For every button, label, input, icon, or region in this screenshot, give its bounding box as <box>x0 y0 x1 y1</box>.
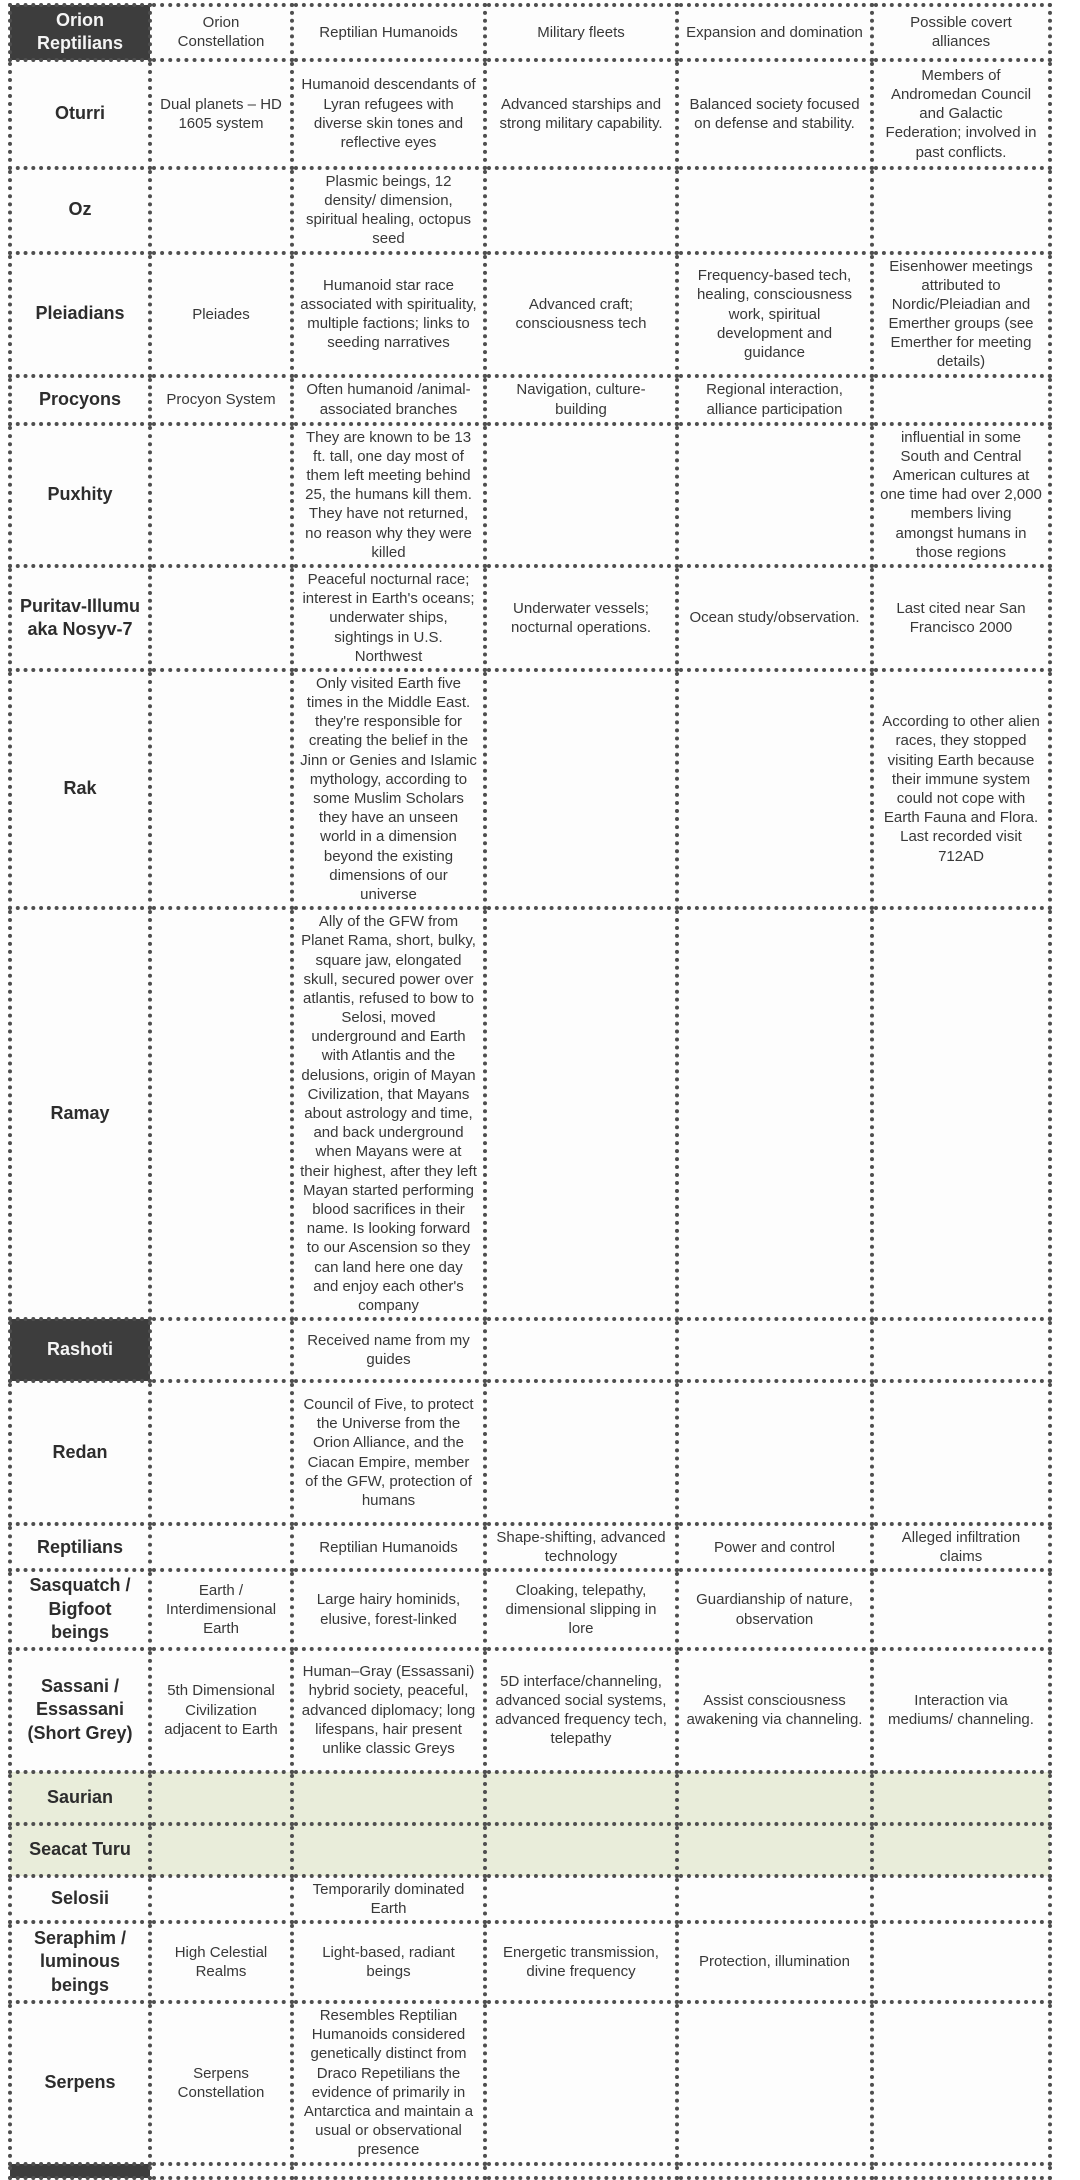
table-row <box>10 1922 1050 2002</box>
cell-description: Temporarily dominated Earth <box>292 1876 485 1922</box>
table-row <box>10 1649 1050 1772</box>
race-name-cell: Oz <box>10 168 150 253</box>
cell-description: Resembles Reptilian Humanoids considered genetically distinct from Draco Repetilians the evidence of primarily in Antarctica and maintain a usual or observational presence <box>292 2002 485 2164</box>
race-name-cell: Sassani / Essassani (Short Grey) <box>10 1649 150 1772</box>
cell-capabilities: Advanced craft; consciousness tech <box>485 253 677 376</box>
cell-alliances <box>872 1570 1050 1648</box>
table-row <box>10 1824 1050 1876</box>
race-name-cell: Puritav-Illumu aka Nosyv-7 <box>10 566 150 670</box>
cell-agenda: Regional interaction, alliance participation <box>677 376 872 424</box>
cell-origin <box>150 908 292 1319</box>
cell-description: Reptilian Humanoids <box>292 5 485 60</box>
cell-capabilities: 5D interface/channeling, advanced social systems, advanced frequency tech, telepathy <box>485 1649 677 1772</box>
cell-agenda: Guardianship of nature, observation <box>677 1570 872 1648</box>
alien-races-table <box>8 3 1052 2180</box>
cell-agenda: Assist consciousness awakening via channeling. <box>677 1649 872 1772</box>
cell-alliances <box>872 1319 1050 1381</box>
cell-origin: Pleiades <box>150 253 292 376</box>
cell-description: Often humanoid /animal-associated branches <box>292 376 485 424</box>
cell-agenda <box>677 1876 872 1922</box>
cell-description: Plasmic beings, 12 density/ dimension, spiritual healing, octopus seed <box>292 168 485 253</box>
cell-agenda <box>677 670 872 908</box>
cell-alliances <box>872 1922 1050 2002</box>
cell-capabilities: Shape-shifting, advanced technology <box>485 1524 677 1570</box>
cell-description: Humanoid descendants of Lyran refugees with diverse skin tones and reflective eyes <box>292 60 485 168</box>
cell-agenda: Ocean study/observation. <box>677 566 872 670</box>
cell-alliances: Possible covert alliances <box>872 5 1050 60</box>
cell-description: Humanoid star race associated with spirituality, multiple factions; links to seeding narratives <box>292 253 485 376</box>
cell-agenda <box>677 908 872 1319</box>
table-row <box>10 2164 1050 2178</box>
cell-agenda: Expansion and domination <box>677 5 872 60</box>
cell-agenda: Frequency-based tech, healing, consciousness work, spiritual development and guidance <box>677 253 872 376</box>
race-name-cell: Orion Reptilians <box>10 5 150 60</box>
cell-origin <box>150 670 292 908</box>
cell-capabilities <box>485 908 677 1319</box>
race-name-cell: Rashoti <box>10 1319 150 1381</box>
cell-capabilities: Energetic transmission, divine frequency <box>485 1922 677 2002</box>
cell-alliances: Alleged infiltration claims <box>872 1524 1050 1570</box>
cell-alliances: influential in some South and Central American cultures at one time had over 2,000 members living amongst humans in those regions <box>872 424 1050 566</box>
race-name-cell: Ramay <box>10 908 150 1319</box>
cell-alliances <box>872 908 1050 1319</box>
cell-capabilities <box>485 1876 677 1922</box>
cell-capabilities <box>485 670 677 908</box>
table-row <box>10 376 1050 424</box>
table-row <box>10 1570 1050 1648</box>
cell-alliances: Last cited near San Francisco 2000 <box>872 566 1050 670</box>
cell-origin: Dual planets – HD 1605 system <box>150 60 292 168</box>
cell-agenda <box>677 1381 872 1524</box>
table-row <box>10 908 1050 1319</box>
cell-agenda: Protection, illumination <box>677 1922 872 2002</box>
cell-capabilities <box>485 1824 677 1876</box>
race-name-cell: Seraphim / luminous beings <box>10 1922 150 2002</box>
cell-origin <box>150 1876 292 1922</box>
cell-alliances <box>872 1824 1050 1876</box>
cell-description: Received name from my guides <box>292 1319 485 1381</box>
race-name-cell: Oturri <box>10 60 150 168</box>
race-name-cell: Redan <box>10 1381 150 1524</box>
cell-capabilities <box>485 424 677 566</box>
cell-alliances: According to other alien races, they stopped visiting Earth because their immune system could not cope with Earth Fauna and Flora. Last recorded visit 712AD <box>872 670 1050 908</box>
cell-agenda <box>677 1824 872 1876</box>
cell-capabilities: Underwater vessels; nocturnal operations. <box>485 566 677 670</box>
cell-description: Only visited Earth five times in the Middle East. they're responsible for creating the belief in the Jinn or Genies and Islamic mythology, according to some Muslim Scholars they have an unseen world in a dimension beyond the existing dimensions of our universe <box>292 670 485 908</box>
cell-origin <box>150 1524 292 1570</box>
race-name-cell: Sasquatch / Bigfoot beings <box>10 1570 150 1648</box>
alien-races-table-wrap <box>8 3 1052 2180</box>
cell-capabilities <box>485 168 677 253</box>
cell-description <box>292 1772 485 1824</box>
cell-origin: Serpens Constellation <box>150 2002 292 2164</box>
race-name-cell: Procyons <box>10 376 150 424</box>
cell-origin <box>150 2164 292 2178</box>
cell-alliances <box>872 1876 1050 1922</box>
cell-capabilities <box>485 1772 677 1824</box>
cell-origin: High Celestial Realms <box>150 1922 292 2002</box>
cell-capabilities: Navigation, culture-building <box>485 376 677 424</box>
cell-origin <box>150 1381 292 1524</box>
race-name-cell: Saurian <box>10 1772 150 1824</box>
cell-description: Ally of the GFW from Planet Rama, short, bulky, square jaw, elongated skull, secured power over atlantis, refused to bow to Selosi, moved underground and Earth with Atlantis and the delusions, origin of Mayan Civilization, that Mayans about astrology and time, and back underground when Mayans were at their highest, after they left Mayan started performing blood sacrifices in their name. Is looking forward to our Ascension so they can land here one day and enjoy each other's company <box>292 908 485 1319</box>
table-row <box>10 1381 1050 1524</box>
table-row <box>10 424 1050 566</box>
cell-description <box>292 1824 485 1876</box>
cell-description <box>292 2164 485 2178</box>
cell-description: Large hairy hominids, elusive, forest-linked <box>292 1570 485 1648</box>
cell-agenda: Balanced society focused on defense and stability. <box>677 60 872 168</box>
cell-origin <box>150 424 292 566</box>
cell-alliances <box>872 1381 1050 1524</box>
cell-agenda <box>677 2164 872 2178</box>
race-name-cell: Serpens <box>10 2002 150 2164</box>
table-row <box>10 1319 1050 1381</box>
cell-alliances <box>872 2164 1050 2178</box>
cell-agenda <box>677 1772 872 1824</box>
cell-agenda <box>677 168 872 253</box>
table-row <box>10 5 1050 60</box>
cell-origin: Procyon System <box>150 376 292 424</box>
table-row <box>10 168 1050 253</box>
cell-capabilities <box>485 2164 677 2178</box>
table-row <box>10 670 1050 908</box>
table-row <box>10 2002 1050 2164</box>
table-row <box>10 1524 1050 1570</box>
table-row <box>10 60 1050 168</box>
cell-description: They are known to be 13 ft. tall, one day most of them left meeting behind 25, the humans kill them. They have not returned, no reason why they were killed <box>292 424 485 566</box>
cell-alliances <box>872 1772 1050 1824</box>
table-row <box>10 253 1050 376</box>
table-body <box>10 5 1050 2178</box>
cell-alliances: Members of Andromedan Council and Galactic Federation; involved in past conflicts. <box>872 60 1050 168</box>
table-row <box>10 566 1050 670</box>
cell-description: Reptilian Humanoids <box>292 1524 485 1570</box>
cell-description: Light-based, radiant beings <box>292 1922 485 2002</box>
cell-description: Council of Five, to protect the Universe from the Orion Alliance, and the Ciacan Empire, member of the GFW, protection of humans <box>292 1381 485 1524</box>
race-name-cell: Selosii <box>10 1876 150 1922</box>
cell-description: Human–Gray (Essassani) hybrid society, peaceful, advanced diplomacy; long lifespans, hair present unlike classic Greys <box>292 1649 485 1772</box>
cell-agenda <box>677 424 872 566</box>
race-name-cell: Seacat Turu <box>10 1824 150 1876</box>
cell-origin <box>150 566 292 670</box>
cell-alliances: Interaction via mediums/ channeling. <box>872 1649 1050 1772</box>
cell-alliances: Eisenhower meetings attributed to Nordic/Pleiadian and Emerther groups (see Emerther for meeting details) <box>872 253 1050 376</box>
race-name-cell: Puxhity <box>10 424 150 566</box>
cell-description: Peaceful nocturnal race; interest in Earth's oceans; underwater ships, sightings in U.S. Northwest <box>292 566 485 670</box>
cell-origin: Earth / Interdimensional Earth <box>150 1570 292 1648</box>
cell-alliances <box>872 168 1050 253</box>
cell-capabilities <box>485 1319 677 1381</box>
cell-agenda <box>677 1319 872 1381</box>
cell-capabilities: Cloaking, telepathy, dimensional slipping in lore <box>485 1570 677 1648</box>
race-name-cell: Rak <box>10 670 150 908</box>
cell-alliances <box>872 2002 1050 2164</box>
table-row <box>10 1772 1050 1824</box>
cell-alliances <box>872 376 1050 424</box>
race-name-cell <box>10 2164 150 2178</box>
cell-origin <box>150 1319 292 1381</box>
cell-agenda: Power and control <box>677 1524 872 1570</box>
cell-capabilities: Military fleets <box>485 5 677 60</box>
cell-capabilities <box>485 1381 677 1524</box>
table-row <box>10 1876 1050 1922</box>
cell-origin: 5th Dimensional Civilization adjacent to Earth <box>150 1649 292 1772</box>
race-name-cell: Reptilians <box>10 1524 150 1570</box>
cell-origin <box>150 168 292 253</box>
cell-capabilities <box>485 2002 677 2164</box>
race-name-cell: Pleiadians <box>10 253 150 376</box>
cell-origin <box>150 1824 292 1876</box>
cell-origin: Orion Constellation <box>150 5 292 60</box>
cell-agenda <box>677 2002 872 2164</box>
cell-capabilities: Advanced starships and strong military capability. <box>485 60 677 168</box>
cell-origin <box>150 1772 292 1824</box>
